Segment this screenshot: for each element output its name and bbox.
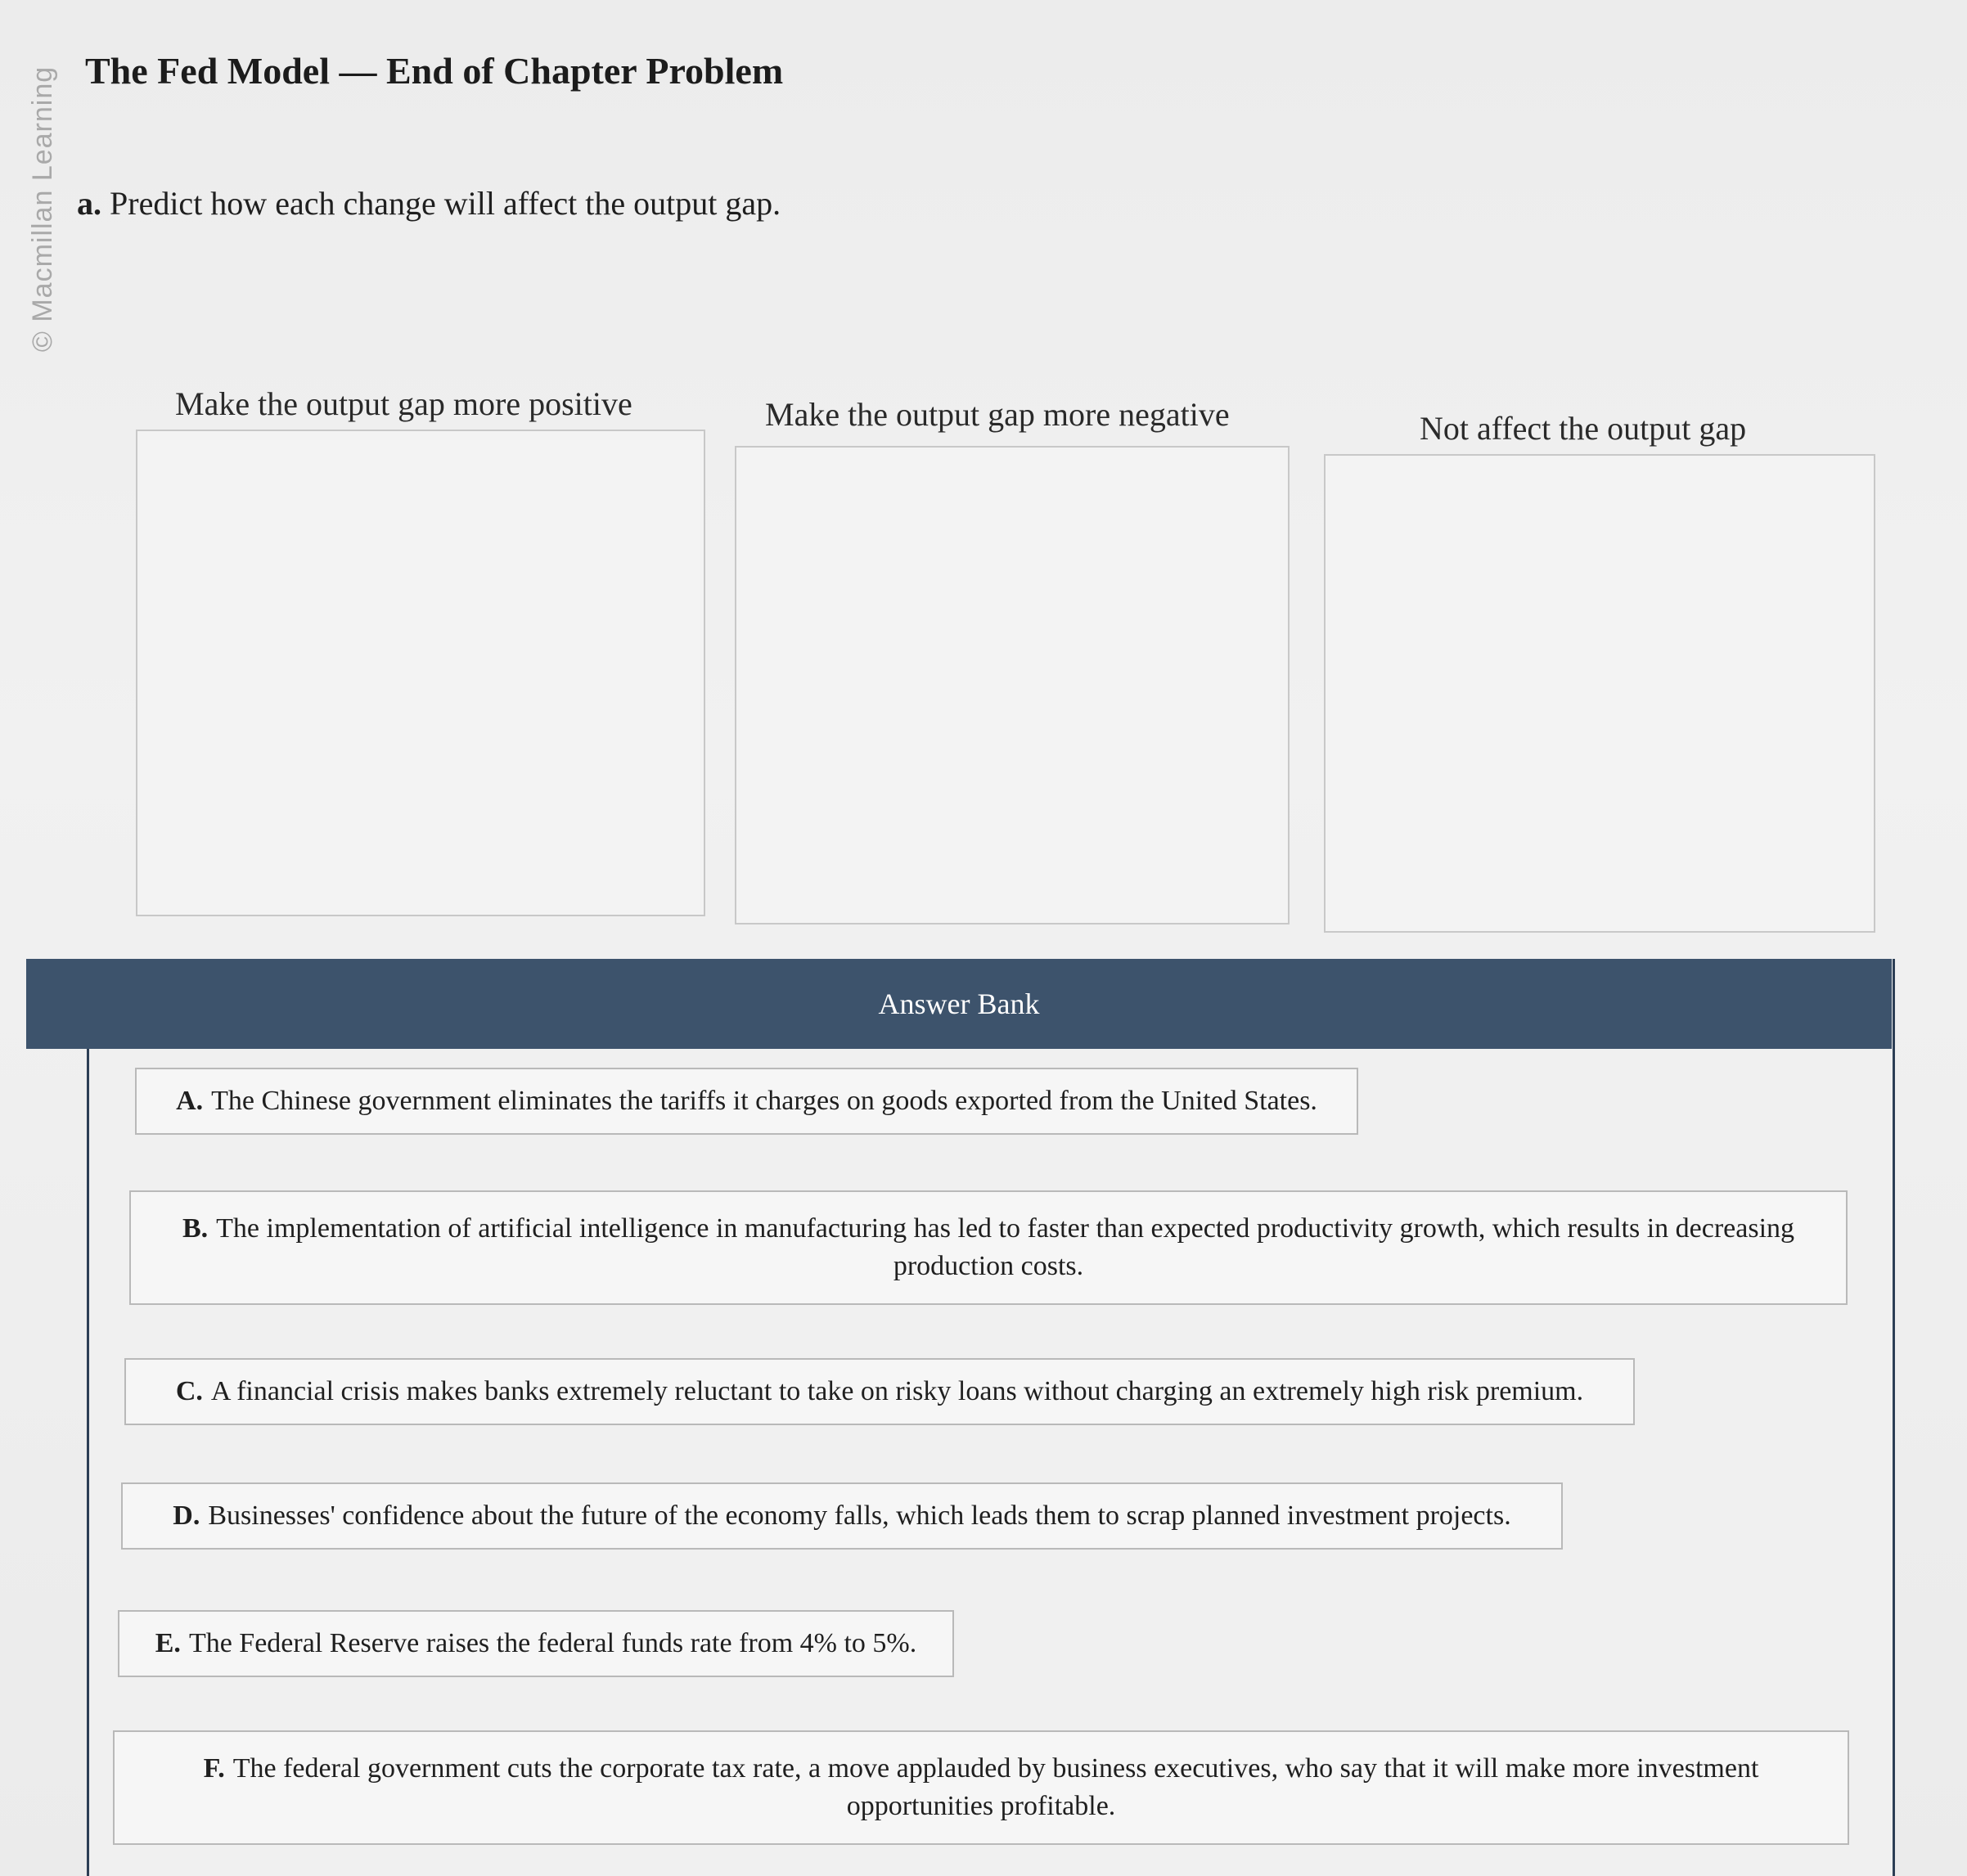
answer-text: A financial crisis makes banks extremely reluctant to take on risky loans without charging an extremely high risk premium. <box>210 1376 1584 1407</box>
question-prompt <box>77 184 781 223</box>
answer-item-a[interactable] <box>135 1068 1358 1135</box>
question-text: Predict how each change will affect the output gap. <box>110 185 781 222</box>
copyright-watermark <box>23 57 64 360</box>
watermark-text: © Macmillan Learning <box>27 65 59 352</box>
answer-letter: D. <box>173 1500 200 1532</box>
answer-letter: C. <box>175 1376 203 1407</box>
answer-item-e[interactable] <box>118 1610 954 1677</box>
drop-zone-no-effect[interactable] <box>1324 454 1875 933</box>
bin-label-no-effect: Not affect the output gap <box>1420 410 1747 447</box>
answer-item-d[interactable] <box>121 1482 1563 1550</box>
answer-letter: E. <box>155 1628 181 1659</box>
answer-text: The Federal Reserve raises the federal funds rate from 4% to 5%. <box>188 1628 917 1659</box>
answer-text: The implementation of artificial intelligence in manufacturing has led to faster than expected productivity growth, which results in decreasing production costs. <box>216 1213 1795 1281</box>
bin-label-more-negative: Make the output gap more negative <box>765 396 1230 433</box>
drop-zone-more-negative[interactable] <box>735 446 1290 925</box>
page-title: The Fed Model — End of Chapter Problem <box>85 50 784 92</box>
answer-item-b[interactable] <box>129 1190 1848 1305</box>
answer-text: Businesses' confidence about the future of the economy falls, which leads them to scrap planned investment projects. <box>208 1500 1511 1532</box>
answer-text: The federal government cuts the corporate tax rate, a move applauded by business executives, who say that it will make more investment opportunities profitable. <box>232 1753 1759 1821</box>
bin-label-more-positive: Make the output gap more positive <box>175 385 632 422</box>
question-letter: a. <box>77 185 101 222</box>
answer-item-c[interactable] <box>124 1358 1635 1425</box>
drop-zone-more-positive[interactable] <box>136 430 705 916</box>
answer-text: The Chinese government eliminates the tariffs it charges on goods exported from the United States. <box>211 1086 1317 1117</box>
answer-bank-header: Answer Bank <box>26 959 1892 1049</box>
answer-letter: F. <box>203 1753 225 1784</box>
answer-letter: A. <box>176 1086 204 1117</box>
answer-item-f[interactable] <box>113 1730 1849 1845</box>
answer-letter: B. <box>182 1213 209 1244</box>
